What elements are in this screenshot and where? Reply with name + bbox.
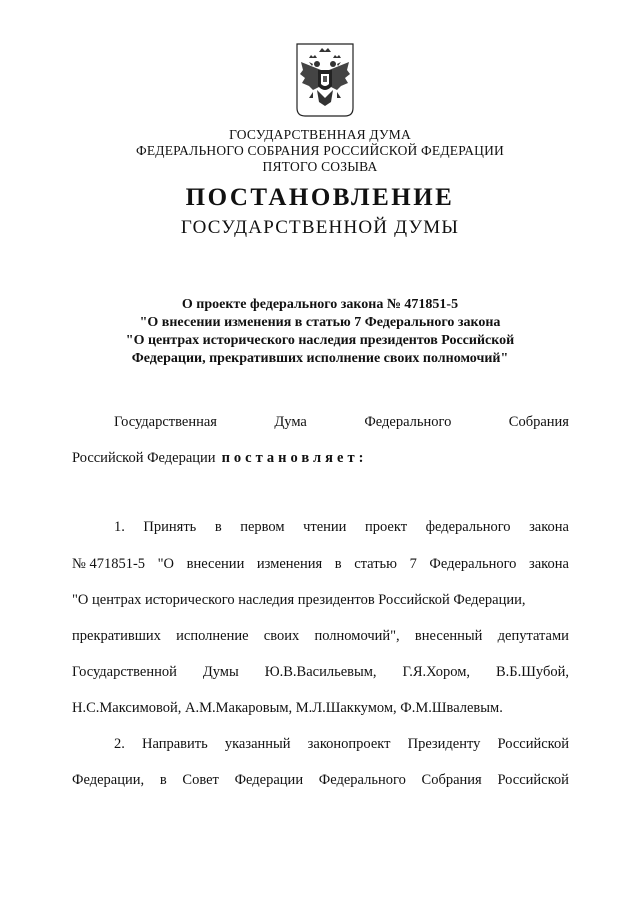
word: в	[334, 556, 342, 572]
word: Федерации,	[72, 772, 145, 788]
header-line-3: ПЯТОГО СОЗЫВА	[262, 159, 378, 174]
coat-of-arms-emblem	[291, 40, 359, 120]
subject-line-4: Федерации, прекративших исполнение своих полномочий"	[131, 351, 509, 366]
word: изменения	[256, 556, 323, 572]
subject-line-3: "О центрах исторического наследия президентов Российской	[125, 333, 515, 348]
word: внесении	[186, 556, 245, 572]
word: Федерального	[429, 556, 517, 572]
item1-line-4	[72, 627, 569, 645]
word: чтении	[303, 519, 347, 535]
word: Думы	[202, 664, 239, 680]
document-subject	[0, 296, 640, 368]
preamble-start: Российской Федерации	[72, 450, 216, 466]
item2-line-1	[72, 735, 569, 753]
word: закона	[529, 556, 569, 572]
word: Собрания	[421, 772, 482, 788]
word: закона	[529, 519, 569, 535]
word: Российской	[497, 736, 569, 752]
word: Г.Я.Хором,	[402, 664, 471, 680]
word: В.Б.Шубой,	[496, 664, 569, 680]
item1-line-2	[72, 555, 569, 573]
word: Федерации	[234, 772, 304, 788]
word: в	[159, 772, 167, 788]
word: Совет	[182, 772, 219, 788]
word: указанный	[224, 736, 291, 752]
preamble-word: Государственная	[114, 414, 217, 430]
word: законопроект	[307, 736, 391, 752]
item1-line-1	[72, 518, 569, 536]
word: депутатами	[497, 628, 569, 644]
word: Принять	[143, 519, 197, 535]
word: полномочий",	[314, 628, 400, 644]
item2-line-2	[72, 771, 569, 789]
word: 2.	[114, 736, 125, 752]
document-issuer: ГОСУДАРСТВЕННОЙ ДУМЫ	[180, 217, 460, 238]
preamble-line-1	[72, 413, 569, 431]
preamble-word: Федерального	[364, 414, 452, 430]
word: своих	[263, 628, 300, 644]
word: Направить	[142, 736, 208, 752]
item1-line-3: "О центрах исторического наследия президентов Российской Федерации,	[72, 592, 526, 608]
word: "О	[157, 556, 175, 572]
word: в	[214, 519, 222, 535]
subject-line-2: "О внесении изменения в статью 7 Федерального закона	[139, 315, 501, 330]
word: исполнение	[176, 628, 249, 644]
issuer-header	[0, 127, 640, 175]
subject-line-1: О проекте федерального закона № 471851-5	[181, 297, 459, 312]
word: внесенный	[414, 628, 483, 644]
preamble-word: Собрания	[508, 414, 569, 430]
item1-line-5	[72, 663, 569, 681]
word: 7	[409, 556, 417, 572]
word: проект	[364, 519, 408, 535]
word: прекративших	[72, 628, 161, 644]
header-line-1: ГОСУДАРСТВЕННАЯ ДУМА	[229, 127, 411, 142]
item1-line-6: Н.С.Максимовой, А.М.Макаровым, М.Л.Шаккумом, Ф.М.Швалевым.	[72, 700, 503, 716]
word: Государственной	[72, 664, 177, 680]
word: статью	[354, 556, 397, 572]
document-type-title: ПОСТАНОВЛЕНИЕ	[185, 184, 455, 211]
word: федерального	[425, 519, 511, 535]
preamble-word: Дума	[274, 414, 307, 430]
word: Российской	[497, 772, 569, 788]
word: Федерального	[318, 772, 406, 788]
word: № 471851-5	[72, 556, 146, 572]
word: Президенту	[407, 736, 481, 752]
preamble-verb: постановляет:	[221, 450, 368, 466]
word: Ю.В.Васильевым,	[264, 664, 377, 680]
header-line-2: ФЕДЕРАЛЬНОГО СОБРАНИЯ РОССИЙСКОЙ ФЕДЕРАЦИИ	[136, 143, 504, 158]
preamble-line-2	[72, 449, 569, 467]
word: 1.	[114, 519, 125, 535]
word: первом	[240, 519, 285, 535]
